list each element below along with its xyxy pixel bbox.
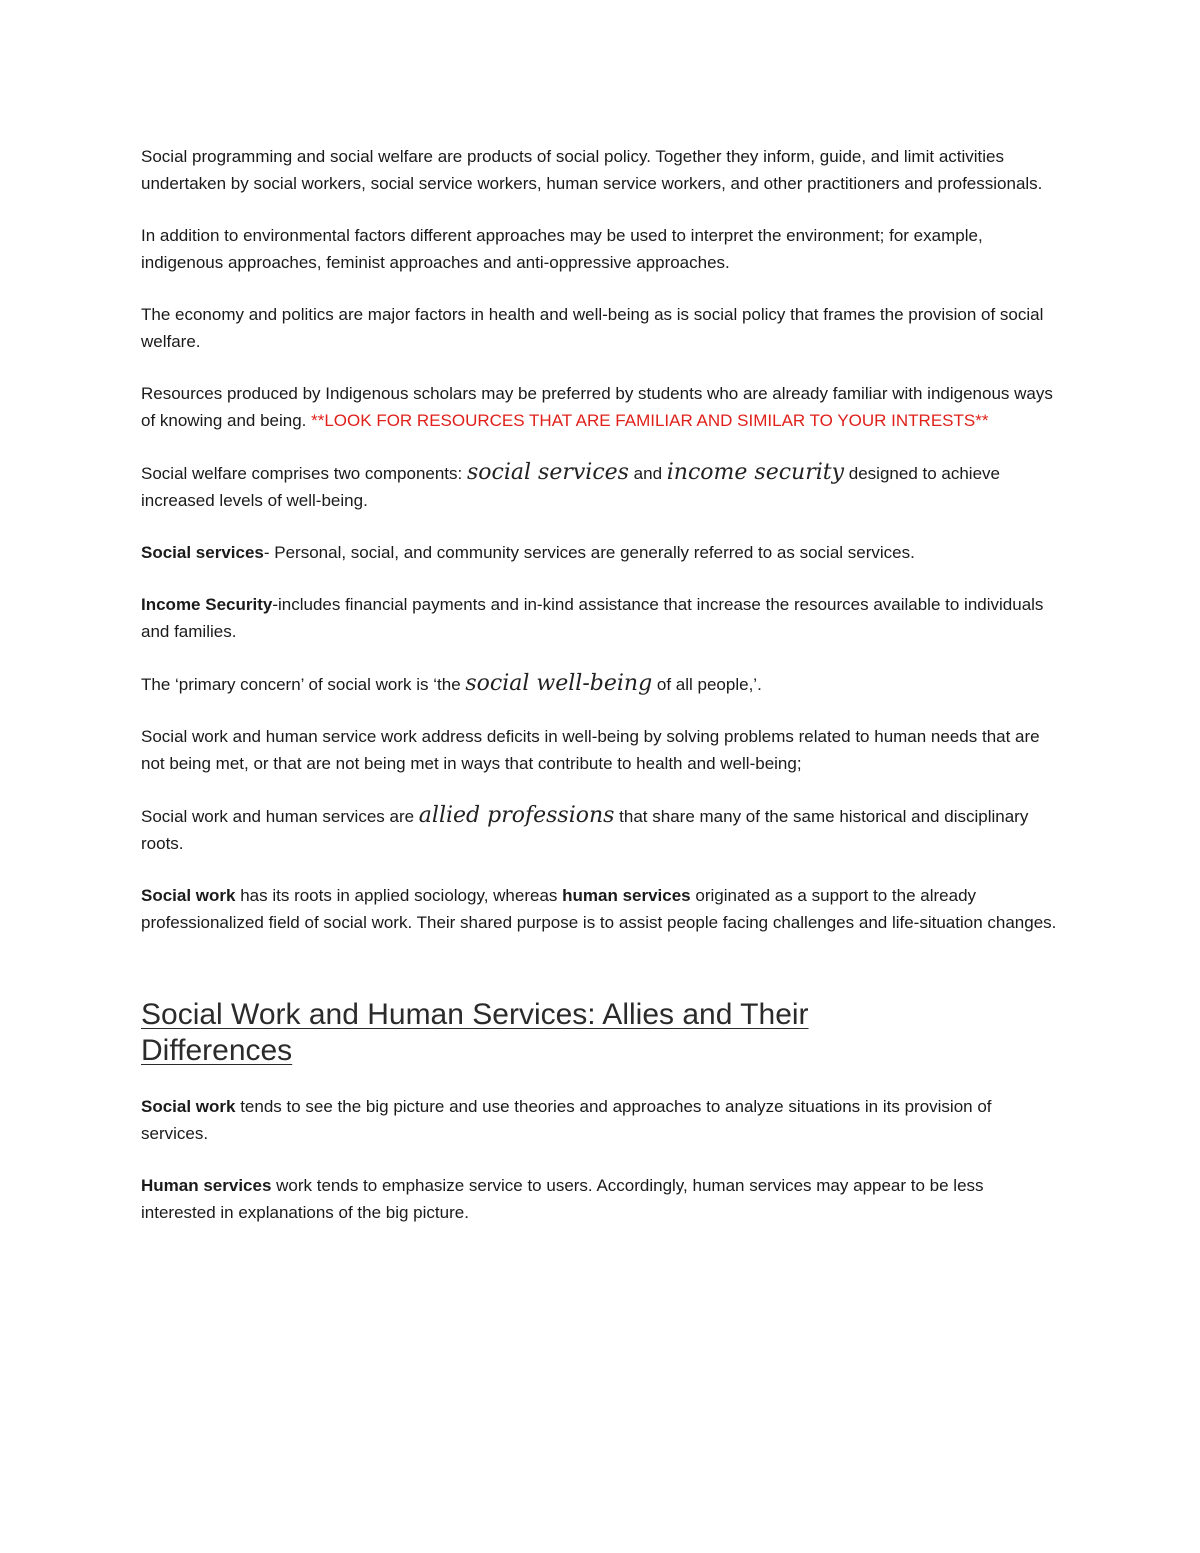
paragraph-primary-concern — [141, 670, 1061, 698]
paragraph-text: In addition to environmental factors different approaches may be used to interpret the environment; for example, indigenous approaches, feminist approaches and anti-oppressive approaches. — [141, 226, 983, 272]
paragraph-environmental-factors — [141, 222, 1061, 276]
bold-term: Income Security — [141, 595, 273, 614]
bold-term: Social work — [141, 1097, 236, 1116]
paragraph-deficits — [141, 723, 1061, 777]
section-heading: Social Work and Human Services: Allies and Their Differences — [141, 998, 809, 1067]
paragraph-text: Social work and human service work address deficits in well-being by solving problems related to human needs that are not being met, or that are not being met in ways that contribute to health and well-being; — [141, 727, 1040, 773]
term-social-services: social services — [466, 460, 629, 485]
paragraph-text: Resources produced by Indigenous scholars may be preferred by students who are already familiar with indigenous ways of knowing and being. — [141, 384, 1053, 430]
paragraph-text: of all people,’. — [652, 675, 762, 694]
paragraph-text: Social programming and social welfare are products of social policy. Together they inform, guide, and limit activities undertaken by social workers, social service workers, human service workers, and other practitioners and professionals. — [141, 147, 1043, 193]
paragraph-text: Social welfare comprises two components: — [141, 464, 467, 483]
paragraph-text: work tends to emphasize service to users. Accordingly, human services may appear to be less interested in explanations of the big picture. — [141, 1176, 984, 1222]
bold-term: Human services — [141, 1176, 272, 1195]
paragraph-text: The economy and politics are major factors in health and well-being as is social policy that frames the provision of social welfare. — [141, 305, 1044, 351]
paragraph-social-programming — [141, 143, 1061, 197]
paragraph-human-services-users — [141, 1172, 1061, 1226]
paragraph-text: originated as a support to the already professionalized field of social work. Their shared purpose is to assist people facing challenges and life-situation changes. — [141, 886, 1057, 932]
paragraph-economy-politics — [141, 301, 1061, 355]
paragraph-social-services-def — [141, 539, 1061, 566]
term-income-security: income security — [666, 460, 845, 485]
paragraph-social-welfare-components — [141, 459, 1061, 514]
document-body — [141, 143, 1061, 1251]
paragraph-indigenous-resources — [141, 380, 1061, 434]
paragraph-text: The ‘primary concern’ of social work is ‘the — [141, 675, 466, 694]
paragraph-roots — [141, 882, 1061, 936]
spacer — [141, 961, 1061, 997]
paragraph-text: - Personal, social, and community services are generally referred to as social services. — [263, 543, 915, 562]
paragraph-income-security-def — [141, 591, 1061, 645]
bold-term: Social services — [141, 543, 264, 562]
term-allied-professions: allied professions — [418, 803, 615, 828]
paragraph-text: designed to achieve increased levels of well-being. — [141, 464, 1000, 510]
paragraph-social-work-big-picture — [141, 1093, 1061, 1147]
paragraph-text: Social work and human services are — [141, 807, 419, 826]
paragraph-text: has its roots in applied sociology, whereas — [235, 886, 563, 905]
paragraph-text: tends to see the big picture and use theories and approaches to analyze situations in its provision of services. — [141, 1097, 992, 1143]
highlight-note: **LOOK FOR RESOURCES THAT ARE FAMILIAR AND SIMILAR TO YOUR INTRESTS** — [311, 411, 989, 430]
bold-term: Social work — [141, 886, 236, 905]
paragraph-text: and — [628, 464, 667, 483]
paragraph-text: that share many of the same historical and disciplinary roots. — [141, 807, 1029, 853]
term-social-well-being: social well-being — [465, 671, 653, 696]
paragraph-text: -includes financial payments and in-kind assistance that increase the resources available to individuals and families. — [141, 595, 1044, 641]
paragraph-allied-professions — [141, 802, 1061, 857]
bold-term: human services — [562, 886, 691, 905]
